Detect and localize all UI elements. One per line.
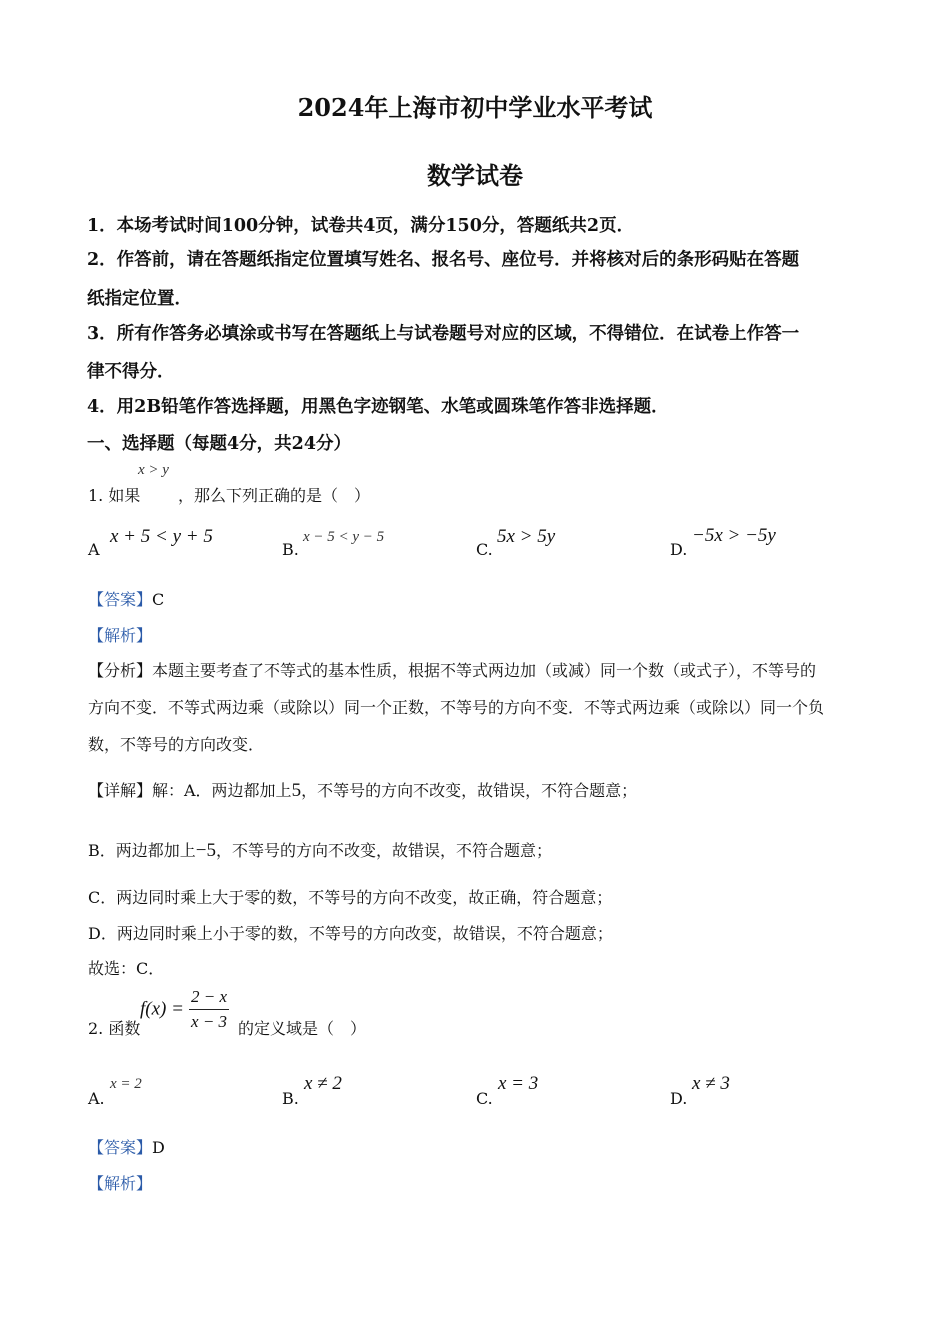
q1-analysis-label: 【解析】 bbox=[88, 626, 153, 645]
q1-analysis-line-3: 数，不等号的方向改变． bbox=[88, 735, 265, 754]
q2-function-expression bbox=[140, 987, 229, 1032]
q2-stem-prefix: 2. 函数 bbox=[88, 1019, 141, 1038]
q1-option-b-letter: B. bbox=[282, 540, 299, 559]
exam-subtitle: 数学试卷 bbox=[427, 161, 523, 190]
q1-analysis-line-1: 【分析】本题主要考查了不等式的基本性质，根据不等式两边加（或减）同一个数（或式子），不等号的 bbox=[88, 661, 817, 680]
q2-fraction-denominator: x − 3 bbox=[191, 1012, 228, 1031]
q2-stem-suffix: 的定义域是（ ） bbox=[238, 1019, 367, 1038]
q1-option-d-math: −5x > −5y bbox=[692, 525, 776, 546]
q1-detail-a-math: 5 bbox=[291, 780, 302, 801]
q1-detail-b-suffix: ，不等号的方向不改变，故错误，不符合题意； bbox=[215, 841, 552, 860]
q2-option-b-math: x ≠ 2 bbox=[304, 1073, 342, 1094]
q1-stem-suffix: ，那么下列正确的是（ ） bbox=[178, 486, 371, 505]
note-line-2: 2．作答前，请在答题纸指定位置填写姓名、报名号、座位号．并将核对后的条形码贴在答题 bbox=[87, 250, 800, 270]
note-line-3: 纸指定位置． bbox=[87, 289, 192, 309]
note-line-6: 4．用2B铅笔作答选择题，用黑色字迹钢笔、水笔或圆珠笔作答非选择题． bbox=[87, 397, 669, 417]
q1-option-d-letter: D. bbox=[670, 540, 688, 559]
q1-option-a-letter: A bbox=[88, 540, 100, 559]
q2-option-c-letter: C. bbox=[476, 1089, 493, 1108]
q1-answer-label: 【答案】 bbox=[88, 590, 153, 609]
q2-fraction bbox=[189, 987, 229, 1032]
q2-fraction-numerator: 2 − x bbox=[189, 987, 229, 1010]
q2-answer-label: 【答案】 bbox=[88, 1138, 153, 1157]
section-heading: 一、选择题（每题4分，共24分） bbox=[87, 434, 352, 454]
q2-answer-value: D bbox=[152, 1138, 165, 1157]
q2-option-d-math: x ≠ 3 bbox=[692, 1073, 730, 1094]
q1-detail-b bbox=[88, 838, 552, 862]
q2-option-d-letter: D. bbox=[670, 1089, 688, 1108]
q1-option-c-math: 5x > 5y bbox=[497, 526, 556, 547]
q2-func-lhs: f(x) = bbox=[140, 998, 184, 1020]
q1-detail-b-prefix: B．两边都加上 bbox=[88, 841, 196, 860]
q1-option-b-math: x − 5 < y − 5 bbox=[303, 529, 385, 545]
q2-answer-row bbox=[88, 1135, 165, 1158]
q1-condition-math: x > y bbox=[138, 462, 169, 478]
q1-answer-row bbox=[88, 587, 164, 610]
q1-detail-c: C．两边同时乘上大于零的数，不等号的方向不改变，故正确，符合题意； bbox=[88, 888, 613, 907]
q1-analysis-line-2: 方向不变．不等式两边乘（或除以）同一个正数，不等号的方向不变．不等式两边乘（或除以）同一个负 bbox=[88, 698, 825, 717]
q1-detail-a bbox=[88, 778, 637, 802]
q1-detail-d: D．两边同时乘上小于零的数，不等号的方向改变，故错误，不符合题意； bbox=[88, 924, 613, 943]
q2-option-a-letter: A. bbox=[88, 1089, 105, 1108]
q1-option-a-math: x + 5 < y + 5 bbox=[110, 526, 213, 547]
note-line-1: 1．本场考试时间100分钟，试卷共4页，满分150分，答题纸共2页． bbox=[87, 216, 635, 236]
q1-detail-a-suffix: ，不等号的方向不改变，故错误，不符合题意； bbox=[301, 781, 638, 800]
q1-answer-value: C bbox=[152, 590, 165, 609]
q1-detail-a-prefix: 【详解】解：A．两边都加上 bbox=[88, 781, 292, 800]
note-line-5: 律不得分． bbox=[87, 362, 175, 382]
q2-analysis-label: 【解析】 bbox=[88, 1174, 153, 1193]
note-line-4: 3．所有作答务必填涂或书写在答题纸上与试卷题号对应的区域，不得错位．在试卷上作答一 bbox=[87, 324, 800, 344]
q1-stem-prefix: 1. 如果 bbox=[88, 486, 141, 505]
q2-option-a-math: x = 2 bbox=[110, 1076, 142, 1092]
q2-option-c-math: x = 3 bbox=[498, 1073, 539, 1094]
q1-conclusion: 故选：C． bbox=[88, 959, 165, 978]
q1-option-c-letter: C. bbox=[476, 540, 493, 559]
q2-option-b-letter: B. bbox=[282, 1089, 299, 1108]
exam-title: 2024年上海市初中学业水平考试 bbox=[297, 93, 653, 122]
q1-detail-b-math: −5 bbox=[195, 840, 216, 861]
